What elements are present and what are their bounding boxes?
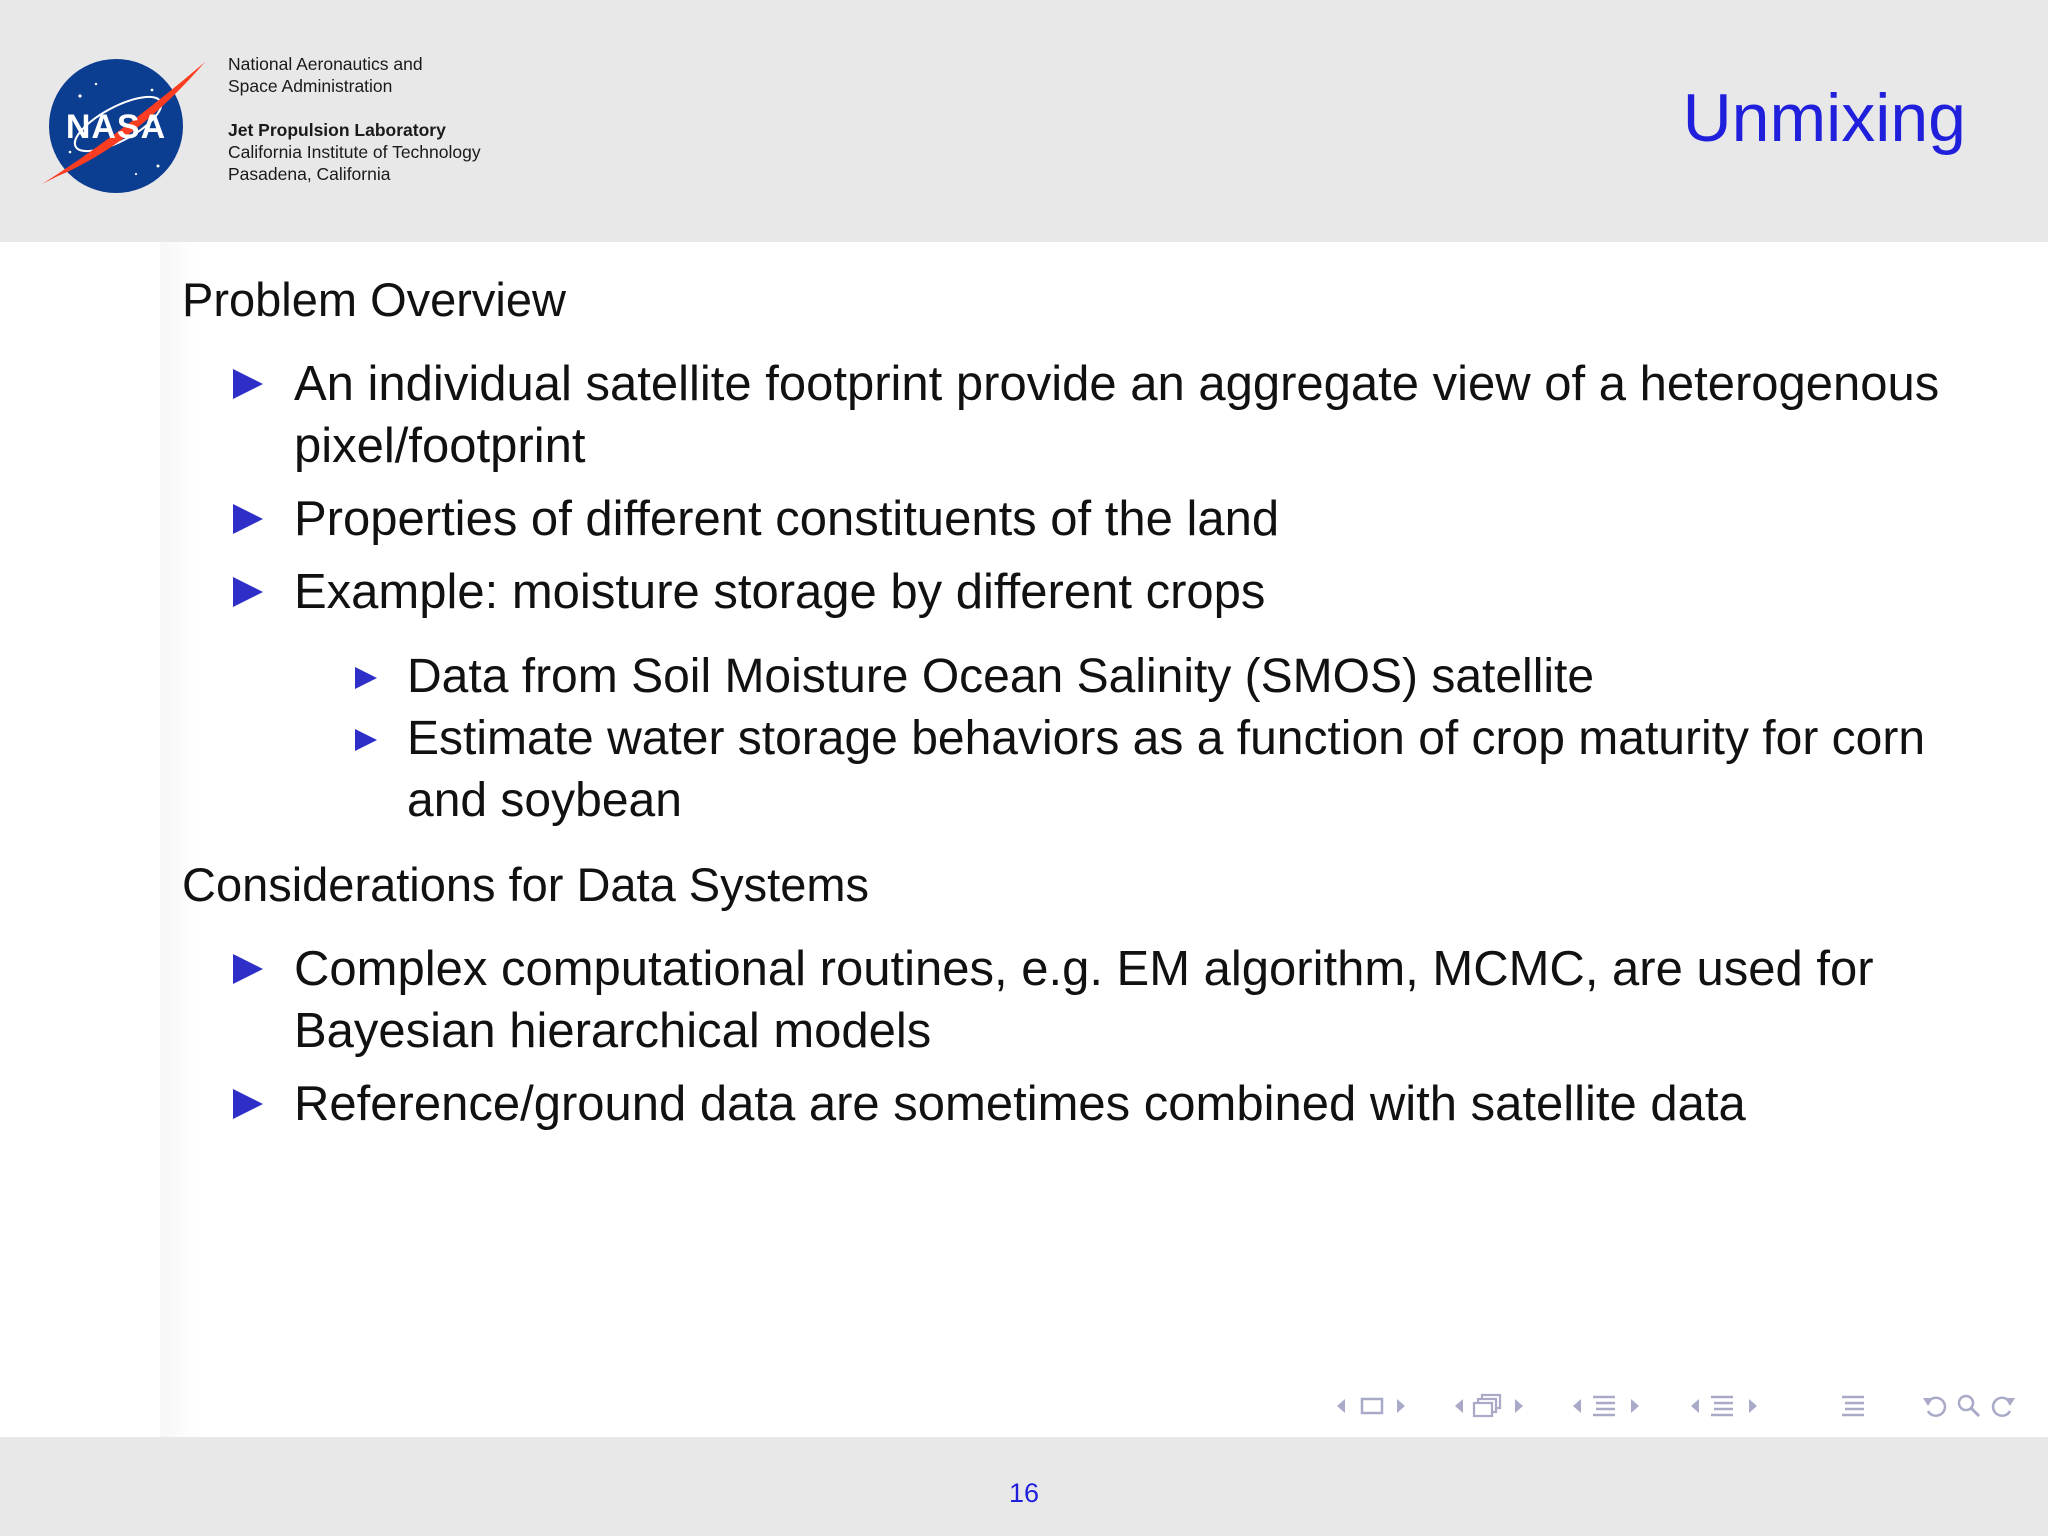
- nav-back-icon[interactable]: [1920, 1390, 1952, 1422]
- bullet-triangle-icon: [233, 1089, 263, 1119]
- sub-bullet-item-text: Estimate water storage behaviors as a function of crop maturity for corn and soybean: [407, 712, 1926, 827]
- bullet-item: [294, 1073, 1974, 1135]
- bullet-item: [294, 353, 1974, 477]
- nav-forward-icon[interactable]: [1986, 1390, 2018, 1422]
- org-line-jpl: Jet Propulsion Laboratory: [228, 120, 446, 140]
- sub-bullet-item-text: Data from Soil Moisture Ocean Salinity (SMOS) satellite: [407, 650, 1595, 703]
- nav-prev-section-icon[interactable]: [1688, 1390, 1702, 1422]
- bullet-item-text: An individual satellite footprint provide an aggregate view of a heterogenous pixel/footprint: [294, 357, 1940, 473]
- sub-bullet-triangle-icon: [355, 729, 377, 751]
- nav-search-icon[interactable]: [1954, 1390, 1984, 1422]
- org-line-nasa-1: National Aeronautics and: [228, 54, 423, 74]
- nasa-logo-text: NASA: [65, 108, 167, 146]
- slide-title: Unmixing: [1682, 80, 1966, 156]
- bullet-item: [294, 488, 1974, 550]
- nav-slide-icon[interactable]: [1358, 1390, 1386, 1422]
- bullet-item-text: Complex computational routines, e.g. EM algorithm, MCMC, are used for Bayesian hierarchical models: [294, 942, 1874, 1058]
- page-number: 16: [1008, 1478, 1040, 1508]
- slide-header: [0, 0, 2048, 242]
- nav-next-subsection-icon[interactable]: [1628, 1390, 1642, 1422]
- bullet-triangle-icon: [233, 504, 263, 534]
- org-line-caltech: California Institute of Technology: [228, 142, 481, 162]
- bullet-item-text: Reference/ground data are sometimes combined with satellite data: [294, 1077, 1746, 1131]
- slide-footer: [0, 1437, 2048, 1536]
- org-line-nasa-2: Space Administration: [228, 76, 393, 96]
- nav-next-section-icon[interactable]: [1746, 1390, 1760, 1422]
- section-heading-data-systems: Considerations for Data Systems: [182, 858, 870, 911]
- bullet-triangle-icon: [233, 577, 263, 607]
- navigation-controls: [1330, 1390, 2030, 1422]
- nav-next-slide-icon[interactable]: [1394, 1390, 1408, 1422]
- bullet-item: [294, 561, 1974, 623]
- sub-bullet-item: [407, 646, 2007, 708]
- nav-section-icon[interactable]: [1706, 1390, 1740, 1422]
- nasa-logo: [40, 54, 210, 199]
- nav-prev-frame-icon[interactable]: [1452, 1390, 1466, 1422]
- sub-bullet-item: [407, 708, 2007, 832]
- sub-bullet-triangle-icon: [355, 667, 377, 689]
- nav-next-frame-icon[interactable]: [1512, 1390, 1526, 1422]
- bullet-item-text: Example: moisture storage by different crops: [294, 565, 1266, 619]
- bullet-item-text: Properties of different constituents of the land: [294, 492, 1280, 546]
- nav-prev-slide-icon[interactable]: [1334, 1390, 1348, 1422]
- nav-frame-icon[interactable]: [1470, 1390, 1506, 1422]
- bullet-item: [294, 938, 1974, 1062]
- bullet-triangle-icon: [233, 954, 263, 984]
- nav-document-icon[interactable]: [1838, 1390, 1868, 1422]
- nav-subsection-icon[interactable]: [1588, 1390, 1622, 1422]
- bullet-triangle-icon: [233, 369, 263, 399]
- organization-info: [228, 53, 481, 185]
- nav-prev-subsection-icon[interactable]: [1570, 1390, 1584, 1422]
- org-line-location: Pasadena, California: [228, 164, 391, 184]
- section-heading-problem-overview: Problem Overview: [182, 273, 566, 326]
